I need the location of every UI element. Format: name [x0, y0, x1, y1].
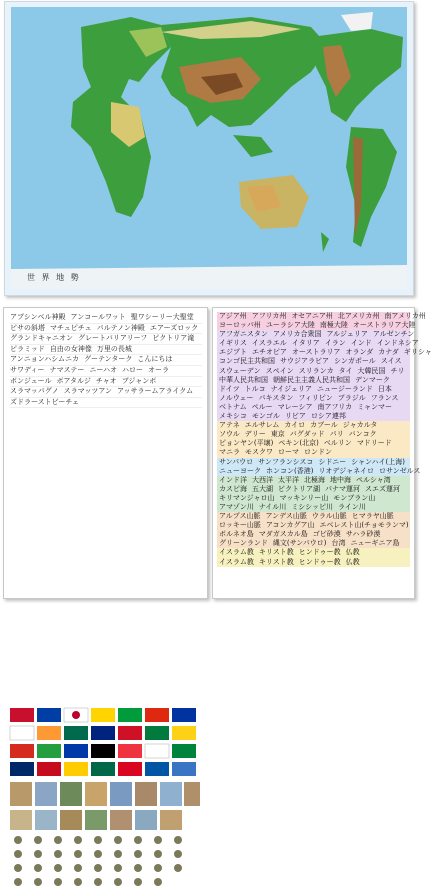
word-row — [10, 334, 202, 345]
place-sticker: インドネシア — [376, 339, 419, 348]
place-sticker: カスピ海 — [219, 484, 247, 493]
place-sticker: スイス — [380, 357, 402, 366]
word-sticker: ニーハオ — [89, 365, 117, 374]
word-sticker: パルテノン神殿 — [96, 323, 145, 332]
place-sticker: 中華人民共和国 — [219, 375, 268, 384]
place-sticker: ヒマラヤ山脈 — [351, 512, 394, 521]
word-sticker: ボンジュール — [10, 376, 52, 385]
word-sticker: 万里の長城 — [96, 344, 132, 353]
place-sticker: ブラジル — [337, 393, 366, 402]
place-sticker: ソウル — [219, 430, 240, 439]
word-sticker: エアーズロック — [149, 323, 199, 332]
place-sticker: ヨーロッパ州 — [219, 321, 261, 330]
place-sticker: モンゴル — [251, 412, 280, 421]
place-sticker: ベトナム — [219, 402, 247, 411]
place-sticker: ビクトリア湖 — [278, 484, 320, 493]
place-sticker: カナダ — [378, 348, 399, 357]
word-row — [10, 377, 202, 388]
world-map-sheet — [4, 1, 414, 296]
word-row — [10, 398, 202, 409]
place-sticker: スウェーデン — [219, 366, 261, 375]
place-sticker: 大西洋 — [252, 475, 273, 484]
place-sticker: エジプト — [219, 348, 247, 357]
flag-row — [10, 708, 196, 722]
place-sticker: エベレスト山(チョモランマ) — [319, 521, 409, 530]
place-sticker: インド — [350, 339, 372, 348]
place-sticker: ベルリン — [323, 439, 352, 448]
place-sticker: マッキンリー山 — [279, 493, 329, 502]
place-sticker: イギリス — [219, 339, 247, 348]
place-sticker: ニュージーランド — [317, 384, 373, 393]
word-sticker: グランドキャニオン — [10, 334, 73, 343]
place-sticker: イラン — [324, 339, 346, 348]
place-row — [217, 430, 410, 439]
place-sticker: 五大湖 — [252, 484, 273, 493]
place-sticker: ミャンマー — [357, 402, 393, 411]
place-sticker: カブール — [310, 421, 338, 430]
place-sticker: ロサンゼルス — [378, 466, 421, 475]
place-sticker: アフリカ州 — [251, 312, 287, 320]
place-sticker: イタリア — [291, 339, 320, 348]
word-sticker: アッサラームアライクム — [117, 387, 194, 396]
word-sticker: ピサの斜塔 — [10, 323, 45, 332]
place-sticker: 台湾 — [331, 539, 346, 548]
place-sticker: ロシア連邦 — [310, 412, 346, 421]
place-sticker: ノルウェー — [219, 393, 254, 402]
place-sticker: エルサレム — [244, 421, 280, 430]
place-sticker: 仏教 — [345, 548, 360, 557]
place-row — [217, 330, 415, 339]
place-name-list — [217, 312, 432, 567]
place-sticker: ユーラシア大陸 — [265, 321, 315, 330]
word-sticker: アブシンベル神殿 — [10, 313, 66, 321]
place-row — [217, 312, 426, 321]
word-sticker: スラマッパグノ — [10, 387, 59, 396]
place-sticker: シャンハイ(上海) — [351, 457, 406, 466]
place-sticker: ペルシャ湾 — [356, 475, 391, 484]
word-sticker: スラマッツアン — [63, 387, 113, 396]
flag-row — [10, 744, 196, 758]
place-sticker: カイロ — [284, 421, 306, 430]
word-row — [10, 355, 202, 366]
flag-row — [10, 726, 196, 740]
word-row — [10, 345, 202, 356]
place-sticker: アルプス山脈 — [219, 512, 261, 521]
place-sticker: ヒンドゥー教 — [298, 548, 341, 557]
place-sticker: シドニー — [318, 457, 347, 466]
word-sticker: グレートバリアリーフ — [78, 334, 148, 343]
place-row — [217, 321, 416, 330]
place-sticker: ニューヨーク — [219, 466, 261, 475]
place-sticker: ギリシャ — [403, 348, 432, 357]
landmark-row — [10, 810, 182, 830]
place-sticker: アルゼンチン — [372, 330, 415, 339]
place-sticker: ペキン(北京) — [278, 439, 319, 448]
place-sticker: 南アフリカ — [317, 402, 353, 411]
place-sticker: パリ — [329, 430, 344, 439]
place-sticker: ロンドン — [304, 448, 332, 457]
place-sticker: デリー — [244, 430, 266, 439]
place-row — [217, 530, 410, 539]
word-sticker: ズドラーストビーチェ — [10, 397, 80, 406]
place-sticker: 大韓民国 — [357, 366, 386, 375]
place-sticker: インド洋 — [219, 475, 247, 484]
place-sticker: サンパウロ — [219, 457, 254, 466]
place-sticker: デンマーク — [355, 375, 390, 384]
place-sticker: オセアニア州 — [291, 312, 333, 320]
place-row — [217, 403, 410, 412]
word-sticker: マチュピチュ — [50, 323, 92, 332]
place-sticker: アルジェリア — [326, 330, 368, 339]
place-sticker: ピョンヤン(平壌) — [219, 439, 274, 448]
place-sticker: ウラル山脈 — [311, 512, 347, 521]
place-sticker: キリスト教 — [258, 548, 294, 557]
place-sticker: メキシコ — [219, 412, 247, 421]
place-sticker: ゴビ砂漠 — [312, 530, 341, 539]
word-sticker: チャオ — [95, 376, 117, 385]
place-sticker: パナマ運河 — [325, 484, 360, 493]
place-sticker: エチオピア — [252, 348, 287, 357]
word-sticker: ボアタルジ — [56, 376, 91, 385]
place-sticker: マダガスカル島 — [258, 530, 308, 539]
place-row — [217, 412, 410, 421]
place-sticker: スエズ運河 — [365, 484, 400, 493]
place-sticker: スペイン — [265, 366, 294, 375]
place-sticker: ロッキー山脈 — [219, 521, 261, 530]
place-sticker: 南極大陸 — [319, 321, 348, 330]
place-sticker: オランダ — [345, 348, 374, 357]
place-sticker: 朝鮮民主主義人民共和国 — [273, 375, 350, 384]
place-row — [217, 339, 419, 348]
place-row — [217, 521, 410, 530]
place-sticker: イスラエル — [251, 339, 287, 348]
place-sticker: アフガニスタン — [219, 330, 268, 339]
place-sticker: モスクワ — [245, 448, 273, 457]
place-row — [217, 439, 410, 448]
place-sticker: アコンカグア山 — [265, 521, 315, 530]
place-row — [217, 558, 410, 567]
place-sticker: 北極海 — [304, 475, 325, 484]
place-sticker: 仏教 — [345, 557, 360, 566]
place-row — [217, 448, 410, 457]
landmark-row — [10, 782, 200, 806]
place-sticker: コンゴ民主共和国 — [219, 357, 275, 366]
place-sticker: トルコ — [244, 384, 266, 393]
place-sticker: イスラム教 — [219, 548, 254, 557]
place-row — [217, 376, 410, 385]
place-sticker: ホンコン(香港) — [266, 466, 314, 475]
place-sticker: ナイジェリア — [270, 384, 313, 393]
place-sticker: アメリカ合衆国 — [272, 330, 322, 339]
word-sticker: サワディー — [10, 365, 45, 374]
place-sticker: ドイツ — [219, 384, 240, 393]
word-sticker: グーテンターク — [83, 355, 133, 364]
place-sticker: モンブラン山 — [333, 493, 376, 502]
world-relief-map — [11, 7, 407, 289]
place-row — [217, 367, 410, 376]
place-row — [217, 394, 410, 403]
place-sticker: チリ — [390, 366, 405, 375]
place-sticker: ライン川 — [338, 502, 366, 511]
place-sticker: アンデス山脈 — [265, 512, 307, 521]
place-row — [217, 512, 410, 521]
place-sticker: イスラム教 — [219, 557, 254, 566]
place-sticker: シンガポール — [334, 357, 376, 366]
sticker-images — [10, 708, 202, 888]
word-sticker: ブジャンボ — [121, 376, 157, 385]
place-sticker: 縄文(サンパウロ) — [272, 539, 327, 548]
place-sticker: ナイル川 — [258, 502, 287, 511]
place-sticker: 南アメリカ州 — [384, 312, 426, 320]
place-sticker: サハラ砂漠 — [345, 530, 381, 539]
map-title: 世 界 地 勢 — [27, 273, 81, 282]
place-sticker: オーストラリア大陸 — [352, 321, 416, 330]
place-sticker: リビア — [284, 412, 306, 421]
place-row — [217, 548, 410, 557]
word-sticker: 聖ワシーリー大聖堂 — [130, 313, 194, 321]
word-row — [10, 366, 202, 377]
word-sticker: ナマステー — [49, 365, 85, 374]
place-sticker: キリスト教 — [258, 557, 294, 566]
place-sticker: マドリード — [356, 439, 392, 448]
place-row — [217, 503, 410, 512]
place-sticker: 日本 — [377, 384, 392, 393]
place-sticker: マニラ — [219, 448, 240, 457]
place-sticker: 北アメリカ州 — [337, 312, 380, 320]
word-sticker: アンニョンハシムニカ — [10, 355, 79, 364]
place-sticker: サンフランシスコ — [258, 457, 314, 466]
place-sticker: バンコク — [348, 430, 377, 439]
place-row — [217, 476, 410, 485]
place-row — [217, 357, 410, 366]
place-sticker: ヒンドゥー教 — [298, 557, 341, 566]
word-sticker: こんにちは — [137, 355, 173, 364]
place-sticker: スリランカ — [298, 366, 334, 375]
place-sticker: パキスタン — [258, 393, 294, 402]
word-row — [10, 324, 202, 335]
place-row — [217, 421, 410, 430]
word-sticker: オーラ — [147, 365, 169, 374]
place-sticker: アテネ — [219, 421, 240, 430]
flag-row — [10, 762, 196, 776]
word-sticker: ピクトリア滝 — [152, 334, 195, 343]
place-sticker: リオデジャネイロ — [318, 466, 374, 475]
left-sticker-card — [3, 307, 208, 599]
place-sticker: ペルー — [251, 402, 273, 411]
word-sticker: ハロー — [121, 365, 143, 374]
word-row — [10, 387, 202, 398]
word-sticker: アンコールワット — [70, 313, 126, 321]
place-row — [217, 485, 410, 494]
place-sticker: バグダッド — [289, 430, 325, 439]
place-sticker: アジア州 — [219, 312, 247, 320]
place-sticker: タイ — [338, 366, 353, 375]
place-sticker: マレーシア — [277, 402, 313, 411]
place-sticker: オーストラリア — [291, 348, 341, 357]
place-sticker: ミシシッピ川 — [291, 502, 333, 511]
word-list — [10, 313, 202, 408]
place-sticker: 地中海 — [330, 475, 351, 484]
right-sticker-card — [212, 307, 432, 599]
place-sticker: ジャカルタ — [342, 421, 378, 430]
word-row — [10, 313, 202, 324]
place-row — [217, 385, 410, 394]
word-sticker: ピラミッド — [10, 344, 45, 353]
place-sticker: グリーンランド — [219, 539, 268, 548]
animal-icon-grid — [14, 836, 182, 886]
place-sticker: 東京 — [270, 430, 285, 439]
place-row — [217, 458, 410, 467]
place-sticker: アマゾン川 — [219, 502, 254, 511]
place-sticker: フランス — [370, 393, 399, 402]
place-sticker: フィリピン — [298, 393, 333, 402]
place-sticker: ローマ — [278, 448, 299, 457]
place-row — [217, 494, 410, 503]
place-row — [217, 466, 421, 476]
place-sticker: ボルネオ島 — [219, 530, 254, 539]
place-sticker: 太平洋 — [278, 475, 299, 484]
word-sticker: 自由の女神像 — [49, 344, 92, 353]
place-sticker: サウジアラビア — [280, 357, 329, 366]
place-sticker: ニューギニア島 — [350, 539, 400, 548]
place-sticker: キリマンジャロ山 — [219, 493, 275, 502]
